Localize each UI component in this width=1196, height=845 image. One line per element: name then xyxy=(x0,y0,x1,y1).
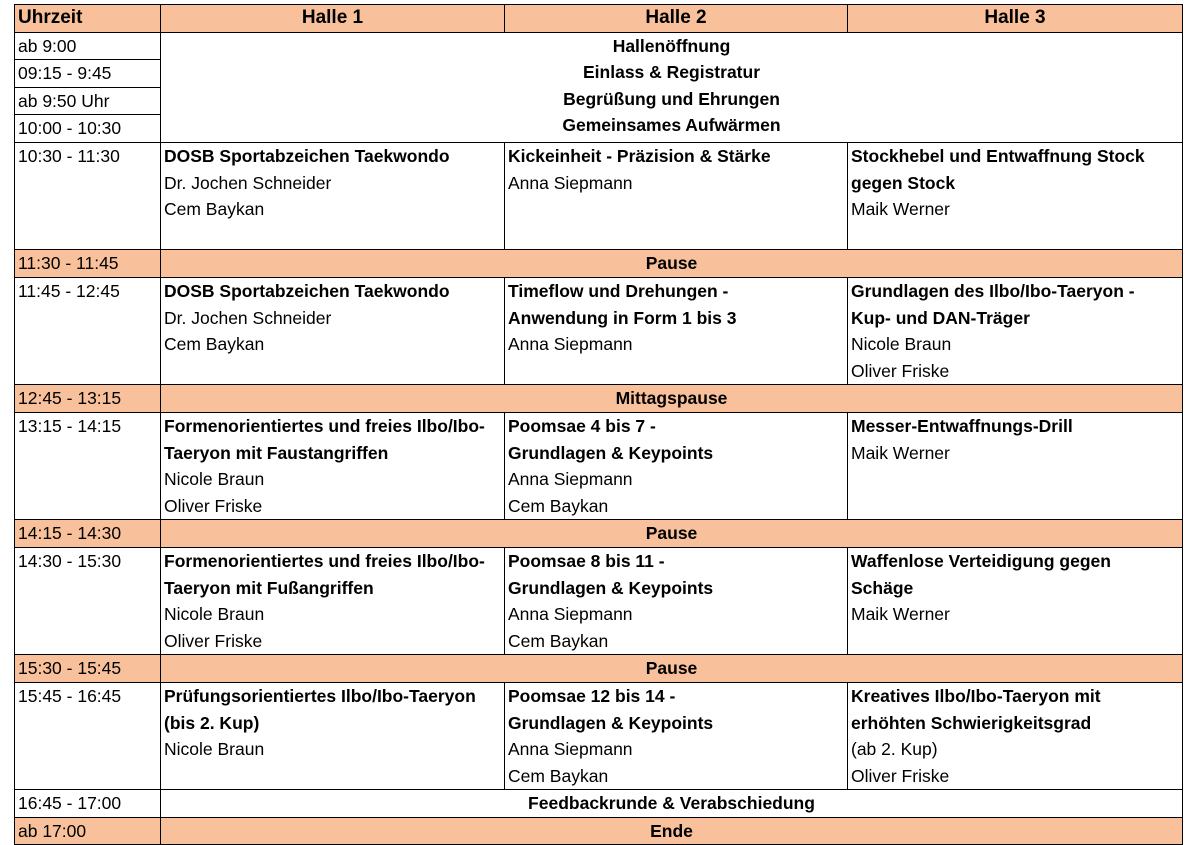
session-cell-hall-2 xyxy=(505,142,848,249)
break-row xyxy=(15,520,1183,548)
break-row xyxy=(15,385,1183,413)
break-label: Ende xyxy=(161,817,1183,845)
session-cell-hall-1 xyxy=(161,142,505,249)
session-person: Anna Siepmann xyxy=(508,469,633,490)
opening-line: Begrüßung und Ehrungen xyxy=(563,88,780,109)
time-cell: 11:30 - 11:45 xyxy=(15,250,161,278)
schedule-table xyxy=(14,4,1183,845)
time-cell: ab 17:00 xyxy=(15,817,161,845)
session-person: Cem Baykan xyxy=(508,630,609,651)
session-person: Anna Siepmann xyxy=(508,739,633,760)
break-label: Pause xyxy=(161,520,1183,548)
session-person: Maik Werner xyxy=(851,442,950,463)
session-title: DOSB Sportabzeichen Taekwondo xyxy=(164,280,450,301)
session-cell-hall-1 xyxy=(161,547,505,654)
header-hall-1: Halle 1 xyxy=(161,5,505,33)
session-person: (ab 2. Kup) xyxy=(851,739,938,760)
header-hall-3: Halle 3 xyxy=(848,5,1183,33)
session-title: Prüfungsorientiertes Ilbo/Ibo-Taeryon xyxy=(164,685,476,706)
session-person: Cem Baykan xyxy=(164,334,265,355)
session-title: Formenorientiertes und freies Ilbo/Ibo- xyxy=(164,550,485,571)
session-person: Cem Baykan xyxy=(508,765,609,786)
time-cell: 11:45 - 12:45 xyxy=(15,277,161,384)
session-title: Formenorientiertes und freies Ilbo/Ibo- xyxy=(164,415,485,436)
time-cell: 15:30 - 15:45 xyxy=(15,655,161,683)
session-person: Anna Siepmann xyxy=(508,172,633,193)
session-title: Messer-Entwaffnungs-Drill xyxy=(851,415,1073,436)
header-row xyxy=(15,5,1183,33)
session-title: Grundlagen & Keypoints xyxy=(508,712,714,733)
break-label: Pause xyxy=(161,250,1183,278)
time-cell: 15:45 - 16:45 xyxy=(15,682,161,789)
session-title: Kickeinheit - Präzision & Stärke xyxy=(508,145,771,166)
session-title: Timeflow und Drehungen - xyxy=(508,280,729,301)
session-row xyxy=(15,682,1183,789)
session-title: Waffenlose Verteidigung gegen xyxy=(851,550,1111,571)
session-title: gegen Stock xyxy=(851,172,956,193)
session-person: Cem Baykan xyxy=(164,199,265,220)
session-person: Nicole Braun xyxy=(164,469,265,490)
session-title: Anwendung in Form 1 bis 3 xyxy=(508,307,737,328)
break-label: Mittagspause xyxy=(161,385,1183,413)
session-person: Maik Werner xyxy=(851,199,950,220)
time-cell: 16:45 - 17:00 xyxy=(15,790,161,818)
session-person: Oliver Friske xyxy=(851,360,950,381)
session-person: Nicole Braun xyxy=(164,739,265,760)
session-title: Schäge xyxy=(851,577,914,598)
time-cell: 13:15 - 14:15 xyxy=(15,412,161,519)
opening-time: ab 9:50 Uhr xyxy=(15,87,161,115)
session-person: Dr. Jochen Schneider xyxy=(164,307,332,328)
session-row xyxy=(15,547,1183,654)
session-cell-hall-3 xyxy=(848,142,1183,249)
time-cell: 12:45 - 13:15 xyxy=(15,385,161,413)
break-row xyxy=(15,655,1183,683)
session-cell-hall-3 xyxy=(848,277,1183,384)
session-title: Poomsae 8 bis 11 - xyxy=(508,550,665,571)
session-title: (bis 2. Kup) xyxy=(164,712,260,733)
opening-time: ab 9:00 xyxy=(15,32,161,60)
session-title: Poomsae 12 bis 14 - xyxy=(508,685,676,706)
header-time: Uhrzeit xyxy=(15,5,161,33)
session-cell-hall-3 xyxy=(848,412,1183,519)
closing-label: Feedbackrunde & Verabschiedung xyxy=(161,790,1183,818)
session-title: Grundlagen & Keypoints xyxy=(508,442,714,463)
session-cell-hall-1 xyxy=(161,412,505,519)
session-person: Oliver Friske xyxy=(164,495,263,516)
session-person: Dr. Jochen Schneider xyxy=(164,172,332,193)
opening-time: 10:00 - 10:30 xyxy=(15,115,161,143)
session-person: Anna Siepmann xyxy=(508,334,633,355)
session-title: DOSB Sportabzeichen Taekwondo xyxy=(164,145,450,166)
session-person: Maik Werner xyxy=(851,604,950,625)
session-cell-hall-1 xyxy=(161,682,505,789)
session-title: Stockhebel und Entwaffnung Stock xyxy=(851,145,1145,166)
session-cell-hall-3 xyxy=(848,547,1183,654)
session-person: Oliver Friske xyxy=(164,630,263,651)
session-person: Cem Baykan xyxy=(508,495,609,516)
session-title: Kup- und DAN-Träger xyxy=(851,307,1030,328)
opening-line: Hallenöffnung xyxy=(612,35,731,56)
time-cell: 14:15 - 14:30 xyxy=(15,520,161,548)
session-cell-hall-3 xyxy=(848,682,1183,789)
opening-time: 09:15 - 9:45 xyxy=(15,60,161,88)
session-person: Nicole Braun xyxy=(164,604,265,625)
session-title: Grundlagen & Keypoints xyxy=(508,577,714,598)
plain-row xyxy=(15,790,1183,818)
session-title: Kreatives Ilbo/Ibo-Taeryon mit xyxy=(851,685,1101,706)
time-cell: 10:30 - 11:30 xyxy=(15,142,161,249)
session-cell-hall-2 xyxy=(505,682,848,789)
header-hall-2: Halle 2 xyxy=(505,5,848,33)
session-cell-hall-2 xyxy=(505,277,848,384)
session-title: Taeryon mit Fußangriffen xyxy=(164,577,374,598)
break-row xyxy=(15,250,1183,278)
session-person: Oliver Friske xyxy=(851,765,950,786)
session-cell-hall-2 xyxy=(505,547,848,654)
session-row xyxy=(15,277,1183,384)
session-cell-hall-1 xyxy=(161,277,505,384)
session-title: erhöhten Schwierigkeitsgrad xyxy=(851,712,1092,733)
session-person: Anna Siepmann xyxy=(508,604,633,625)
session-person: Nicole Braun xyxy=(851,334,952,355)
break-row xyxy=(15,817,1183,845)
session-row xyxy=(15,142,1183,249)
opening-program xyxy=(161,32,1183,142)
session-title: Taeryon mit Faustangriffen xyxy=(164,442,389,463)
opening-row-1 xyxy=(15,32,1183,60)
session-title: Poomsae 4 bis 7 - xyxy=(508,415,656,436)
opening-line: Einlass & Registratur xyxy=(583,62,760,83)
session-cell-hall-2 xyxy=(505,412,848,519)
opening-line: Gemeinsames Aufwärmen xyxy=(562,115,781,136)
session-title: Grundlagen des Ilbo/Ibo-Taeryon - xyxy=(851,280,1135,301)
break-label: Pause xyxy=(161,655,1183,683)
session-row xyxy=(15,412,1183,519)
time-cell: 14:30 - 15:30 xyxy=(15,547,161,654)
